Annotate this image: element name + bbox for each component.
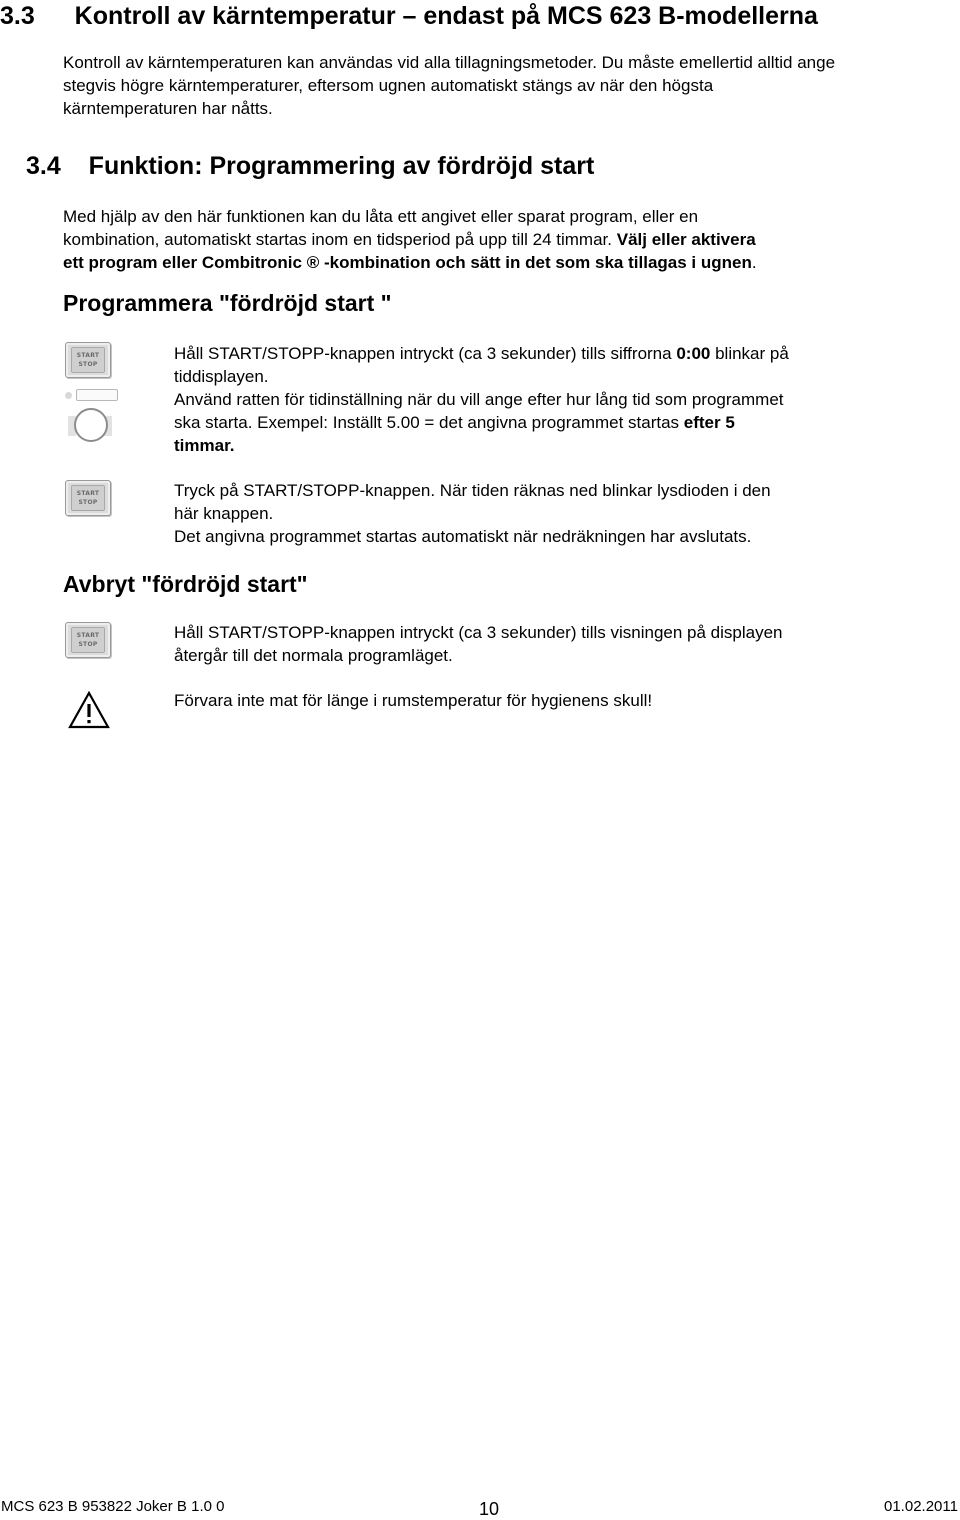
dial-knob xyxy=(74,408,108,442)
step-1-display-value: 0:00 xyxy=(676,344,711,363)
avbryt-heading: Avbryt "fördröjd start" xyxy=(63,571,308,597)
section-3-3-title: Kontroll av kärntemperatur – endast på MCS 623 B-modellerna xyxy=(74,2,818,30)
step-2-text xyxy=(174,479,771,548)
start-stop-key-icon xyxy=(65,622,111,658)
step-2-line-2: här knappen. xyxy=(174,504,274,523)
step-1-text xyxy=(174,342,789,457)
section-3-4-number: 3.4 xyxy=(26,152,61,180)
avbryt-line-1: Håll START/STOPP-knappen intryckt (ca 3 sekunder) tills visningen på displayen xyxy=(174,623,783,642)
key-start-label: START xyxy=(76,490,100,497)
time-display xyxy=(76,389,118,401)
section-3-3-number: 3.3 xyxy=(0,2,35,30)
key-stop-label: STOP xyxy=(78,361,98,368)
key-stop-label: STOP xyxy=(78,641,98,648)
start-stop-key-icon xyxy=(65,342,111,378)
step-2-line-3: Det angivna programmet startas automatiskt när nedräkningen har avslutats. xyxy=(174,527,752,546)
footer-date: 01.02.2011 xyxy=(884,1498,958,1515)
intro-line-1: Med hjälp av den här funktionen kan du låta ett angivet eller sparat program, eller en xyxy=(63,207,699,226)
intro-line-2-text: kombination, automatiskt startas inom en tidsperiod på upp till 24 timmar. xyxy=(63,230,612,249)
section-3-3-paragraph xyxy=(63,51,835,120)
warning-triangle-icon xyxy=(68,691,110,729)
timer-dial-icon xyxy=(62,386,118,444)
section-3-3-heading xyxy=(0,2,818,31)
start-stop-key-icon xyxy=(65,480,111,516)
step-1-line-1-b: blinkar på xyxy=(710,344,789,363)
step-1-line-5-bold: timmar. xyxy=(174,436,235,455)
intro-line-2 xyxy=(63,228,757,251)
indicator-dot xyxy=(65,392,72,399)
step-1-line-1-a: Håll START/STOPP-knappen intryckt (ca 3 sekunder) tills siffrorna xyxy=(174,344,677,363)
key-start-label: START xyxy=(76,352,100,359)
section-3-4-title: Funktion: Programmering av fördröjd start xyxy=(88,152,595,180)
step-1-line-3: Använd ratten för tidinställning när du vill ange efter hur lång tid som programmet xyxy=(174,390,784,409)
step-1-line-4 xyxy=(174,411,789,434)
key-start-label: START xyxy=(76,632,100,639)
avbryt-text xyxy=(174,621,783,667)
avbryt-line-2: återgår till det normala programläget. xyxy=(174,646,453,665)
footer-page-number: 10 xyxy=(479,1499,500,1519)
section-3-4-intro xyxy=(63,205,757,274)
intro-line-3 xyxy=(63,251,757,274)
key-stop-label: STOP xyxy=(78,499,98,506)
step-1-line-2: tiddisplayen. xyxy=(174,367,269,386)
key-face xyxy=(71,347,105,373)
step-2-line-1: Tryck på START/STOPP-knappen. När tiden räknas ned blinkar lysdioden i den xyxy=(174,481,771,500)
paragraph-line: kärntemperaturen har nåtts. xyxy=(63,99,273,118)
warning-text: Förvara inte mat för länge i rumstemperatur för hygienens skull! xyxy=(174,691,653,710)
intro-line-3-bold: ett program eller Combitronic ® -kombination och sätt in det som ska tillagas i ugnen xyxy=(63,253,752,272)
intro-line-3-end: . xyxy=(751,253,757,272)
paragraph-line: stegvis högre kärntemperaturer, eftersom ugnen automatiskt stängs av när den högsta xyxy=(63,76,714,95)
step-1-line-4-bold: efter 5 xyxy=(683,413,735,432)
intro-line-2-bold: Välj eller aktivera xyxy=(616,230,756,249)
programmera-heading: Programmera "fördröjd start " xyxy=(63,290,392,316)
step-1-line-1 xyxy=(174,342,789,365)
key-face xyxy=(71,485,105,511)
footer-document-id: MCS 623 B 953822 Joker B 1.0 0 xyxy=(1,1498,225,1515)
paragraph-line: Kontroll av kärntemperaturen kan användas vid alla tillagningsmetoder. Du måste emellertid alltid ange xyxy=(63,53,836,72)
key-face xyxy=(71,627,105,653)
step-1-line-5 xyxy=(174,434,789,457)
step-1-line-4-a: ska starta. Exempel: Inställt 5.00 = det angivna programmet startas xyxy=(174,413,684,432)
section-3-4-heading xyxy=(26,152,594,181)
